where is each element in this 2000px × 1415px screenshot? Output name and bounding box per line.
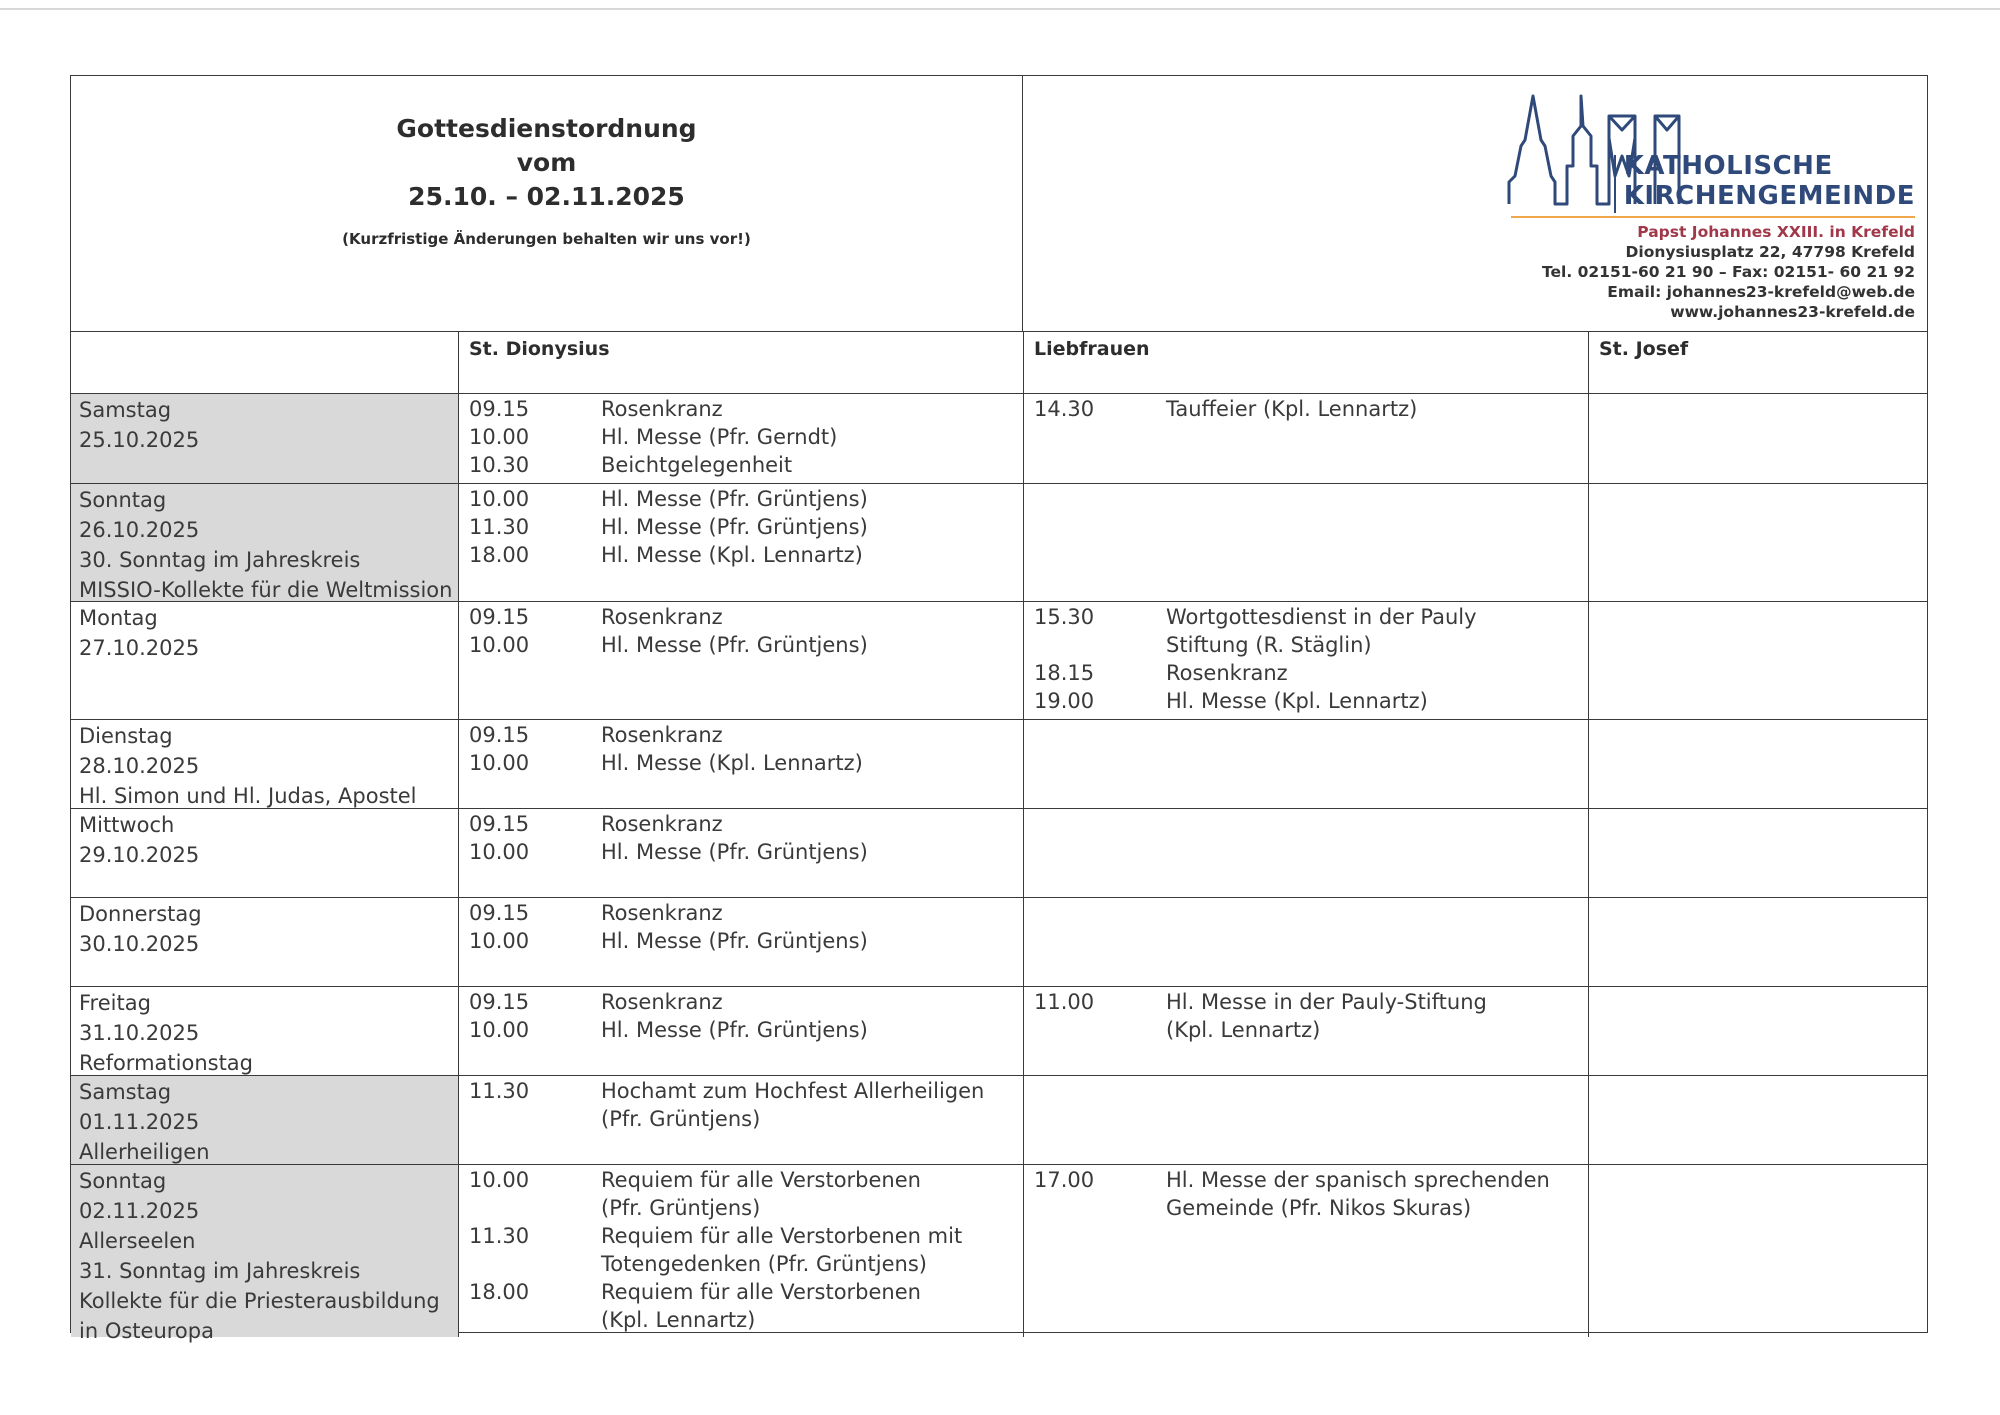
josef-cell: [1589, 898, 1927, 986]
date: 31.10.2025: [79, 1021, 200, 1045]
col-josef-label: St. Josef: [1599, 338, 1689, 360]
liturgical-note: 30. Sonntag im Jahreskreis: [79, 548, 361, 572]
service-time: 10.00: [469, 633, 530, 657]
service-description: Hl. Messe der spanisch sprechenden: [1166, 1168, 1550, 1192]
weekday: Sonntag: [79, 1169, 167, 1193]
liturgical-note: Allerheiligen: [79, 1140, 210, 1164]
phone-fax: Tel. 02151-60 21 90 – Fax: 02151- 60 21 92: [1541, 263, 1915, 281]
schedule-rows: [71, 394, 1927, 1343]
day-cell: [71, 1076, 459, 1164]
service-description: Wortgottesdienst in der Pauly: [1166, 605, 1477, 629]
service-time: 15.30: [1034, 605, 1095, 629]
dionysius-cell: [459, 484, 1024, 601]
page-title: [71, 112, 1022, 214]
liebfrauen-cell: [1024, 898, 1589, 986]
service-description: (Kpl. Lennartz): [601, 1308, 756, 1332]
liebfrauen-cell: [1024, 720, 1589, 808]
service-entry: [459, 1306, 1023, 1334]
josef-cell: [1589, 987, 1927, 1075]
service-description: Hl. Messe (Kpl. Lennartz): [601, 751, 863, 775]
liebfrauen-cell: [1024, 484, 1589, 601]
service-entry: [1024, 631, 1588, 659]
service-time: 18.00: [469, 1280, 530, 1304]
weekday: Dienstag: [79, 724, 173, 748]
service-entry: [459, 838, 1023, 866]
table-row: [71, 809, 1927, 898]
service-time: 10.00: [469, 1168, 530, 1192]
day-cell: [71, 484, 459, 601]
website-link[interactable]: www.johannes23-krefeld.de: [1670, 303, 1915, 321]
service-entry: [1024, 988, 1588, 1016]
scan-edge: [0, 8, 2000, 10]
weekday: Samstag: [79, 1080, 172, 1104]
dionysius-cell: [459, 394, 1024, 483]
service-entry: [459, 1166, 1023, 1194]
table-row: [71, 484, 1927, 602]
service-entry: [459, 988, 1023, 1016]
service-time: 11.30: [469, 515, 530, 539]
service-entry: [1024, 1016, 1588, 1044]
service-description: Hl. Messe (Pfr. Grüntjens): [601, 840, 868, 864]
service-time: 11.30: [469, 1224, 530, 1248]
liebfrauen-cell: [1024, 987, 1589, 1075]
service-entry: [459, 1105, 1023, 1133]
brand-name: [1624, 151, 1915, 211]
weekday: Mittwoch: [79, 813, 175, 837]
dionysius-cell: [459, 987, 1024, 1075]
weekday: Montag: [79, 606, 158, 630]
josef-cell: [1589, 1165, 1927, 1337]
date: 30.10.2025: [79, 932, 200, 956]
service-entry: [459, 1077, 1023, 1105]
liebfrauen-cell: [1024, 394, 1589, 483]
service-description: Hl. Messe (Pfr. Gerndt): [601, 425, 838, 449]
service-entry: [1024, 687, 1588, 715]
service-description: Hl. Messe (Pfr. Grüntjens): [601, 929, 868, 953]
table-row: [71, 720, 1927, 809]
service-entry: [459, 810, 1023, 838]
service-time: 11.00: [1034, 990, 1095, 1014]
title-block: [71, 76, 1023, 331]
date: 27.10.2025: [79, 636, 200, 660]
day-cell: [71, 720, 459, 808]
liebfrauen-cell: [1024, 809, 1589, 897]
josef-cell: [1589, 602, 1927, 719]
dionysius-cell: [459, 1165, 1024, 1337]
title-line-2: vom: [516, 148, 577, 177]
date: 01.11.2025: [79, 1110, 200, 1134]
service-entry: [459, 513, 1023, 541]
service-description: Totengedenken (Pfr. Grüntjens): [601, 1252, 927, 1276]
liturgical-note: Reformationstag: [79, 1051, 253, 1075]
service-time: 10.00: [469, 751, 530, 775]
dionysius-cell: [459, 720, 1024, 808]
brand-line-2: KIRCHENGEMEINDE: [1623, 181, 1915, 211]
parish-name: Papst Johannes XXIII. in Krefeld: [1637, 223, 1915, 241]
service-entry: [459, 1278, 1023, 1306]
title-line-1: Gottesdienstordnung: [396, 114, 697, 143]
weekday: Sonntag: [79, 488, 167, 512]
service-entry: [1024, 395, 1588, 423]
col-header-liebfrauen: [1024, 332, 1589, 393]
service-entry: [1024, 603, 1588, 631]
service-time: 09.15: [469, 397, 530, 421]
service-time: 09.15: [469, 990, 530, 1014]
service-entry: [459, 541, 1023, 569]
day-cell: [71, 394, 459, 483]
service-description: Stiftung (R. Stäglin): [1166, 633, 1372, 657]
contact-block: [1542, 222, 1915, 322]
day-cell: [71, 809, 459, 897]
josef-cell: [1589, 1076, 1927, 1164]
service-entry: [459, 1222, 1023, 1250]
service-entry: [459, 927, 1023, 955]
day-cell: [71, 898, 459, 986]
date: 02.11.2025: [79, 1199, 200, 1223]
service-time: 09.15: [469, 723, 530, 747]
service-entry: [459, 451, 1023, 479]
service-description: (Pfr. Grüntjens): [601, 1196, 761, 1220]
dionysius-cell: [459, 1076, 1024, 1164]
service-description: Hl. Messe in der Pauly-Stiftung: [1166, 990, 1487, 1014]
service-description: Rosenkranz: [1166, 661, 1288, 685]
liturgical-note: in Osteuropa: [79, 1319, 214, 1343]
service-description: Requiem für alle Verstorbenen: [601, 1280, 921, 1304]
date: 28.10.2025: [79, 754, 200, 778]
table-row: [71, 1076, 1927, 1165]
day-cell: [71, 602, 459, 719]
dionysius-cell: [459, 602, 1024, 719]
service-description: Rosenkranz: [601, 990, 723, 1014]
service-entry: [459, 423, 1023, 451]
col-header-dionysius: [459, 332, 1024, 393]
liturgical-note: MISSIO-Kollekte für die Weltmission: [79, 578, 453, 602]
service-description: Rosenkranz: [601, 723, 723, 747]
service-entry: [459, 1250, 1023, 1278]
table-row: [71, 602, 1927, 720]
service-time: 19.00: [1034, 689, 1095, 713]
service-entry: [459, 1016, 1023, 1044]
service-description: Rosenkranz: [601, 812, 723, 836]
liebfrauen-cell: [1024, 602, 1589, 719]
service-description: Requiem für alle Verstorbenen mit: [601, 1224, 963, 1248]
service-entry: [459, 749, 1023, 777]
address: Dionysiusplatz 22, 47798 Krefeld: [1625, 243, 1915, 261]
service-time: [469, 1306, 601, 1334]
service-description: Hl. Messe (Pfr. Grüntjens): [601, 515, 868, 539]
service-time: 10.00: [469, 1018, 530, 1042]
day-cell: [71, 987, 459, 1075]
liturgical-note: Hl. Simon und Hl. Judas, Apostel: [79, 784, 417, 808]
dionysius-cell: [459, 809, 1024, 897]
document-header: [71, 76, 1927, 332]
service-description: Hl. Messe (Kpl. Lennartz): [1166, 689, 1428, 713]
service-description: Hl. Messe (Pfr. Grüntjens): [601, 487, 868, 511]
table-row: [71, 394, 1927, 484]
brand-line-1: KATHOLISCHE: [1623, 151, 1833, 181]
date-range: 25.10. – 02.11.2025: [408, 182, 685, 211]
service-description: Hochamt zum Hochfest Allerheiligen: [601, 1079, 985, 1103]
service-time: [1034, 631, 1166, 659]
column-headers: [71, 332, 1927, 394]
josef-cell: [1589, 809, 1927, 897]
parish-letterhead: [1023, 76, 1927, 331]
schedule-table: [70, 75, 1928, 1343]
service-description: Hl. Messe (Pfr. Grüntjens): [601, 633, 868, 657]
date: 29.10.2025: [79, 843, 200, 867]
service-entry: [459, 631, 1023, 659]
service-time: 10.00: [469, 487, 530, 511]
accent-rule: [1511, 216, 1915, 218]
date: 26.10.2025: [79, 518, 200, 542]
service-description: Rosenkranz: [601, 901, 723, 925]
service-time: 09.15: [469, 812, 530, 836]
day-cell: [71, 1165, 459, 1343]
col-header-day: [71, 332, 459, 393]
email[interactable]: Email: johannes23-krefeld@web.de: [1607, 283, 1915, 301]
josef-cell: [1589, 394, 1927, 483]
col-liebfrauen-label: Liebfrauen: [1034, 338, 1150, 360]
service-time: 10.00: [469, 929, 530, 953]
service-time: 11.30: [469, 1079, 530, 1103]
josef-cell: [1589, 484, 1927, 601]
liebfrauen-cell: [1024, 1076, 1589, 1164]
table-row: [71, 987, 1927, 1076]
liturgical-note: Allerseelen: [79, 1229, 196, 1253]
service-time: 14.30: [1034, 397, 1095, 421]
service-entry: [1024, 1166, 1588, 1194]
service-description: Requiem für alle Verstorbenen: [601, 1168, 921, 1192]
col-day-label: [71, 332, 458, 344]
table-row: [71, 1165, 1927, 1343]
disclaimer: (Kurzfristige Änderungen behalten wir uns vor!): [342, 230, 751, 248]
table-row: [71, 898, 1927, 987]
service-description: Rosenkranz: [601, 605, 723, 629]
service-entry: [459, 721, 1023, 749]
josef-cell: [1589, 720, 1927, 808]
col-header-josef: [1589, 332, 1927, 393]
service-description: Gemeinde (Pfr. Nikos Skuras): [1166, 1196, 1472, 1220]
liebfrauen-cell: [1024, 1165, 1589, 1337]
service-time: 10.00: [469, 425, 530, 449]
dionysius-cell: [459, 898, 1024, 986]
date: 25.10.2025: [79, 428, 200, 452]
service-description: Beichtgelegenheit: [601, 453, 793, 477]
service-time: 10.00: [469, 840, 530, 864]
service-time: 09.15: [469, 605, 530, 629]
weekday: Donnerstag: [79, 902, 202, 926]
service-time: 18.15: [1034, 661, 1095, 685]
service-description: Hl. Messe (Kpl. Lennartz): [601, 543, 863, 567]
service-description: Tauffeier (Kpl. Lennartz): [1166, 397, 1418, 421]
service-entry: [1024, 1194, 1588, 1222]
service-time: [1034, 1194, 1166, 1222]
service-description: Rosenkranz: [601, 397, 723, 421]
service-entry: [1024, 659, 1588, 687]
liturgical-note: 31. Sonntag im Jahreskreis: [79, 1259, 361, 1283]
service-entry: [459, 485, 1023, 513]
service-entry: [459, 395, 1023, 423]
service-time: 17.00: [1034, 1168, 1095, 1192]
service-time: [469, 1250, 601, 1278]
service-time: 09.15: [469, 901, 530, 925]
service-time: 10.30: [469, 453, 530, 477]
service-entry: [459, 603, 1023, 631]
service-entry: [459, 1194, 1023, 1222]
brand-bar: [1614, 155, 1616, 213]
service-time: [469, 1105, 601, 1133]
liturgical-note: Kollekte für die Priesterausbildung: [79, 1289, 440, 1313]
service-description: (Kpl. Lennartz): [1166, 1018, 1321, 1042]
weekday: Freitag: [79, 991, 151, 1015]
service-entry: [459, 899, 1023, 927]
service-description: (Pfr. Grüntjens): [601, 1107, 761, 1131]
weekday: Samstag: [79, 398, 172, 422]
service-time: [469, 1194, 601, 1222]
service-description: Hl. Messe (Pfr. Grüntjens): [601, 1018, 868, 1042]
service-time: 18.00: [469, 543, 530, 567]
service-time: [1034, 1016, 1166, 1044]
col-dionysius-label: St. Dionysius: [469, 338, 610, 360]
